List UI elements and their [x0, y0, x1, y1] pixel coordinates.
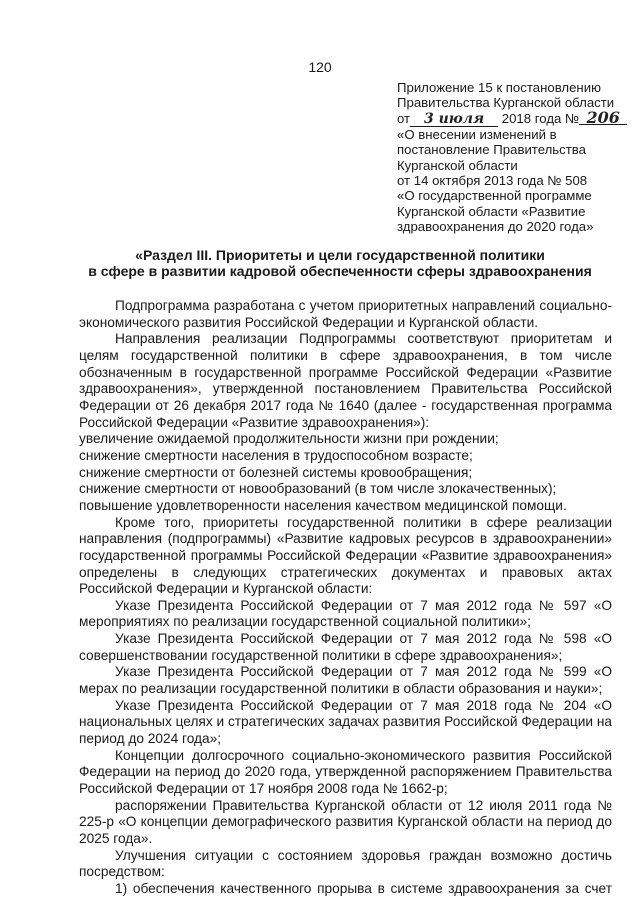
- handwritten-date: 3 июля: [410, 113, 498, 127]
- paragraph: Направления реализации Подпрограммы соответствуют приоритетам и целям государственной политики в сфере здравоохранения, в том числе обозначенным в государственной программе Российской Федерации «Развитие здравоохранения», утвержденной постановлением Правительства Российской Федерации от 26 декабря 2017 года № 1640 (далее - государственная программа Российской Федерации «Развитие здравоохранения»):: [79, 331, 612, 430]
- paragraph: Подпрограмма разработана с учетом приоритетных направлений социально-экономического развития Российской Федерации и Курганской области.: [79, 298, 612, 330]
- appendix-line: Курганской области «Развитие: [397, 203, 586, 219]
- appendix-date-line: [397, 107, 637, 127]
- section-title-line: в сфере в развитии кадровой обеспеченности сферы здравоохранения: [88, 263, 592, 279]
- handwritten-number: 206: [579, 111, 627, 125]
- list-item: снижение смертности от новообразований (в том числе злокачественных);: [79, 481, 557, 497]
- list-item: снижение смертности от болезней системы кровообращения;: [79, 464, 473, 480]
- section-title: [60, 247, 620, 279]
- decree-item: Концепции долгосрочного социально-экономического развития Российской Федерации на период до 2020 года, утвержденной распоряжением Правительства Российской Федерации от 17 ноября 2008 года № 1662-р;: [79, 747, 612, 797]
- decree-item: Указе Президента Российской Федерации от 7 мая 2012 года № 598 «О совершенствовании государственной политики в сфере здравоохранения»;: [79, 631, 612, 663]
- decree-item: Указе Президента Российской Федерации от 7 мая 2012 года № 599 «О мерах по реализации государственной политики в области образования и науки»;: [79, 664, 612, 697]
- appendix-line: от 14 октября 2013 года № 508: [397, 173, 588, 189]
- paragraph: 1) обеспечения качественного прорыва в системе здравоохранения за счет: [115, 880, 612, 896]
- decree-item: Указе Президента Российской Федерации от 7 мая 2018 года № 204 «О национальных целях и стратегических задачах развития Российской Федерации на период до 2024 года»;: [79, 697, 612, 747]
- appendix-line: здравоохранения до 2020 года»: [397, 219, 594, 235]
- document-body: [79, 298, 612, 898]
- list-item: повышение удовлетворенности населения качеством медицинской помощи.: [79, 497, 567, 513]
- decree-item: Указе Президента Российской Федерации от 7 мая 2012 года № 597 «О мероприятиях по реализации государственной социальной политики»;: [79, 597, 612, 630]
- section-title-line: «Раздел III. Приоритеты и цели государственной политики: [135, 247, 545, 263]
- appendix-line: Приложение 15 к постановлению: [397, 80, 601, 95]
- appendix-line: постановление Правительства: [397, 142, 586, 158]
- appendix-line: Правительства Курганской области: [397, 95, 615, 111]
- paragraph: Улучшения ситуации с состоянием здоровья граждан возможно достичь посредством:: [79, 847, 612, 880]
- appendix-line: «О государственной программе: [397, 188, 592, 204]
- list-item: снижение смертности населения в трудоспособном возрасте;: [79, 447, 473, 463]
- date-prefix: от: [397, 110, 411, 126]
- appendix-header: [397, 80, 637, 235]
- appendix-line: Курганской области: [397, 157, 518, 173]
- paragraph: Кроме того, приоритеты государственной политики в сфере реализации направления (подпрограммы) «Развитие кадровых ресурсов в здравоохранении» государственной программы Российской Федерации «Развитие здравоохранения» определены в следующих стратегических документах и правовых актах Российской Федерации и Курганской области:: [79, 514, 612, 597]
- page-number: 120: [308, 59, 332, 75]
- appendix-line: «О внесении изменений в: [397, 126, 557, 142]
- list-item: увеличение ожидаемой продолжительности жизни при рождении;: [79, 431, 499, 447]
- decree-item: распоряжении Правительства Курганской области от 12 июля 2011 года № 225-р «О концепции демографического развития Курганской области на период до 2025 года».: [79, 797, 612, 846]
- year-text: 2018 года №: [501, 110, 580, 126]
